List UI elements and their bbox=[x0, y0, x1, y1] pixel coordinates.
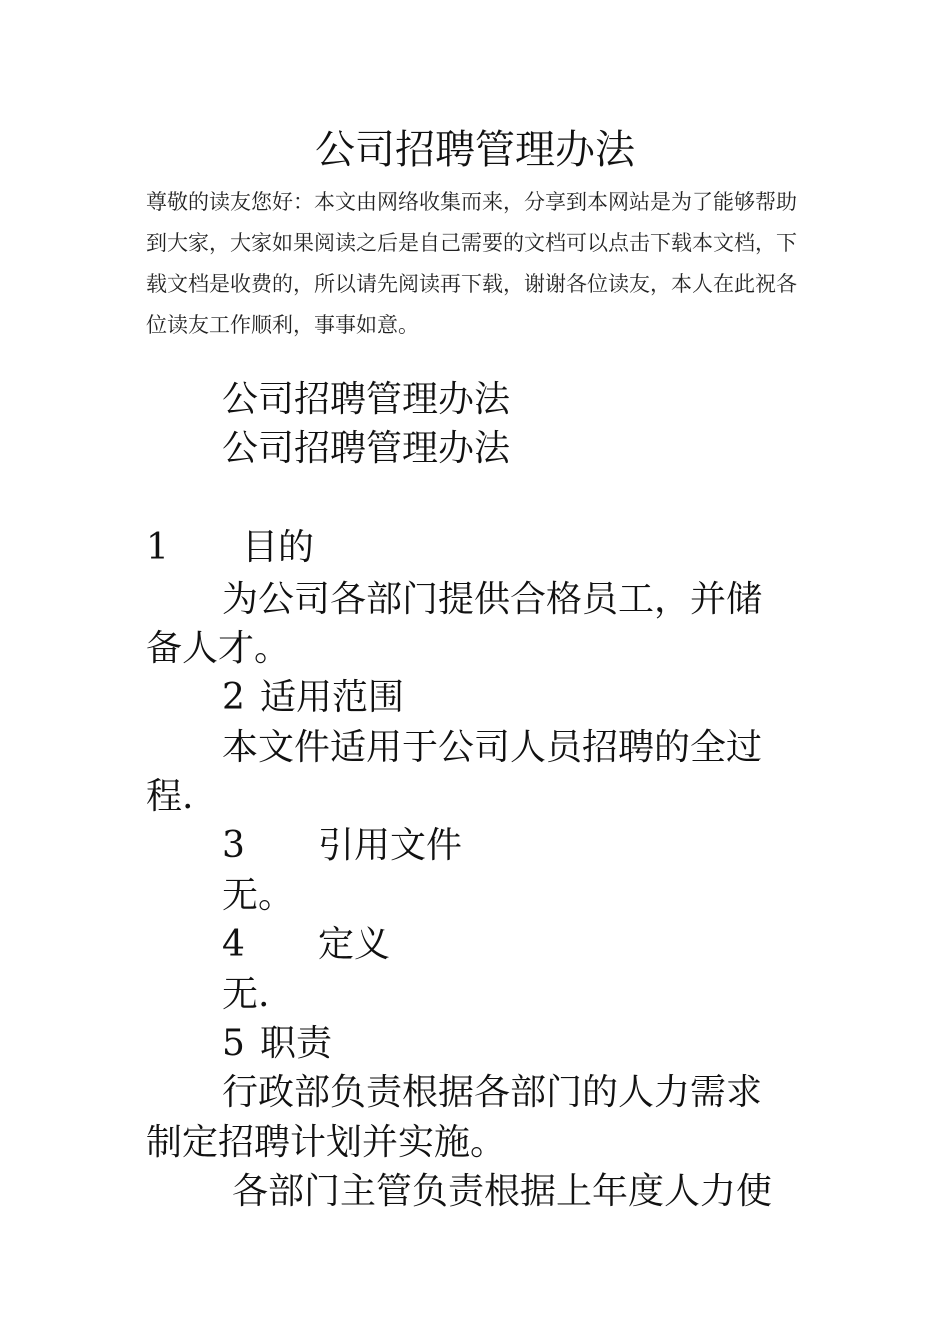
section-title: 适用范围 bbox=[260, 677, 405, 718]
paragraph-line: 各部门主管负责根据上年度人力使 bbox=[232, 1171, 773, 1212]
section-5-heading bbox=[222, 1019, 332, 1069]
heading-line-2: 公司招聘管理办法 bbox=[222, 428, 511, 469]
download-notice: 尊敬的读友您好：本文由网络收集而来，分享到本网站是为了能够帮助到大家，大家如果阅读之后是自己需要的文档可以点击下载本文档，下载文档是收费的，所以请先阅读再下载，谢谢各位读友，本人在此祝各位读友工作顺利，事事如意。 bbox=[146, 190, 797, 337]
section-number: 2 bbox=[222, 677, 245, 718]
section-number: 3 bbox=[222, 825, 245, 866]
section-1-heading bbox=[146, 523, 314, 573]
paragraph-line: 无. bbox=[222, 974, 270, 1015]
heading-line-1: 公司招聘管理办法 bbox=[222, 379, 511, 420]
section-2-heading bbox=[222, 673, 404, 723]
paragraph-line: 备人才。 bbox=[146, 628, 291, 669]
paragraph-line: 制定招聘计划并实施。 bbox=[146, 1122, 507, 1163]
section-3-heading bbox=[222, 821, 462, 871]
paragraph-line: 行政部负责根据各部门的人力需求 bbox=[222, 1072, 763, 1113]
section-4-heading bbox=[222, 920, 390, 970]
paragraph-line: 本文件适用于公司人员招聘的全过 bbox=[222, 727, 763, 768]
section-number: 5 bbox=[222, 1023, 245, 1064]
paragraph-line: 无。 bbox=[222, 875, 295, 916]
section-title: 职责 bbox=[260, 1023, 333, 1064]
paragraph-line: 为公司各部门提供合格员工，并储 bbox=[222, 579, 763, 620]
section-title: 引用文件 bbox=[318, 825, 463, 866]
section-number: 1 bbox=[146, 527, 169, 568]
section-title: 目的 bbox=[242, 527, 315, 568]
section-title: 定义 bbox=[318, 924, 391, 965]
paragraph-line: 程. bbox=[146, 776, 194, 817]
section-number: 4 bbox=[222, 924, 245, 965]
document-title: 公司招聘管理办法 bbox=[315, 127, 635, 173]
